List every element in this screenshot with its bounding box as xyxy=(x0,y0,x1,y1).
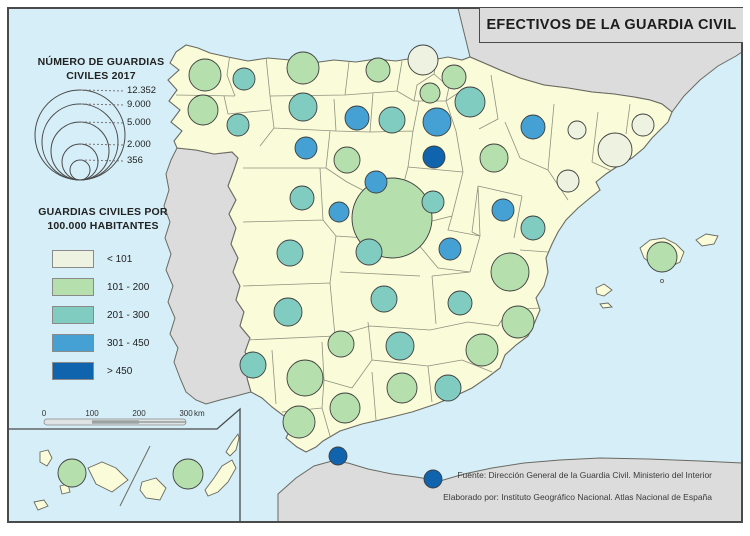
symbol-granada xyxy=(387,373,417,403)
symbol-castellon xyxy=(521,216,545,240)
color-swatch-c4 xyxy=(52,334,94,352)
color-class-label: > 450 xyxy=(107,365,133,377)
symbol-soria xyxy=(423,146,445,168)
symbol-ceuta xyxy=(329,447,347,465)
color-swatch-c3 xyxy=(52,306,94,324)
size-legend-title: NÚMERO DE GUARDIAS CIVILES 2017 xyxy=(37,56,165,82)
symbol-alicante xyxy=(502,306,534,338)
symbol-pontevedra xyxy=(188,95,218,125)
title-box xyxy=(479,8,743,43)
color-class-label: < 101 xyxy=(107,253,133,265)
symbol-toledo xyxy=(356,239,382,265)
symbol-segovia xyxy=(365,171,387,193)
symbol-navarra xyxy=(455,87,485,117)
symbol-zamora xyxy=(295,137,317,159)
source-line: Fuente: Dirección General de la Guardia Civil. Ministerio del Interior xyxy=(457,470,712,480)
symbol-malaga xyxy=(330,393,360,423)
africa-landmass xyxy=(278,458,742,522)
symbol-vizcaya xyxy=(408,45,438,75)
symbol-santa-cruz-de-tenerife xyxy=(58,459,86,487)
symbol-lleida xyxy=(568,121,586,139)
symbol-burgos xyxy=(379,107,405,133)
symbol-melilla xyxy=(424,470,442,488)
page-title: EFECTIVOS DE LA GUARDIA CIVIL xyxy=(486,17,737,33)
size-legend-value: 2.000 xyxy=(127,139,151,150)
symbol-a-coruna xyxy=(189,59,221,91)
symbol-cadiz xyxy=(283,406,315,438)
symbol-palencia xyxy=(345,106,369,130)
symbol-illes-balears xyxy=(647,242,677,272)
symbol-murcia xyxy=(466,334,498,366)
symbol-cantabria xyxy=(366,58,390,82)
scale-tick-200: 200 xyxy=(132,409,146,418)
symbol-sevilla xyxy=(287,360,323,396)
symbol-leon xyxy=(289,93,317,121)
symbol-barcelona xyxy=(598,133,632,167)
symbol-la-rioja xyxy=(423,108,451,136)
symbol-alava xyxy=(420,83,440,103)
credit-line: Elaborado por: Instituto Geográfico Nacional. Atlas Nacional de España xyxy=(443,492,712,502)
color-class-label: 301 - 450 xyxy=(107,337,150,349)
symbol-las-palmas xyxy=(173,459,203,489)
symbol-guadalajara xyxy=(422,191,444,213)
scale-tick-100: 100 xyxy=(85,409,99,418)
symbol-huelva xyxy=(240,352,266,378)
symbol-lugo xyxy=(233,68,255,90)
color-class-label: 101 - 200 xyxy=(107,281,150,293)
symbol-zaragoza xyxy=(480,144,508,172)
size-legend-value: 9.000 xyxy=(127,99,151,110)
symbol-ourense xyxy=(227,114,249,136)
symbol-jaen xyxy=(386,332,414,360)
color-legend-row xyxy=(52,306,149,324)
scale-tick-0: 0 xyxy=(41,409,47,418)
symbol-ciudad-real xyxy=(371,286,397,312)
size-legend-value: 5.000 xyxy=(127,117,151,128)
symbol-caceres xyxy=(277,240,303,266)
color-swatch-c1 xyxy=(52,250,94,268)
symbol-teruel xyxy=(492,199,514,221)
symbol-badajoz xyxy=(274,298,302,326)
symbol-salamanca xyxy=(290,186,314,210)
color-legend-row xyxy=(52,334,149,352)
symbol-asturias xyxy=(287,52,319,84)
color-swatch-c5 xyxy=(52,362,94,380)
symbol-cuenca xyxy=(439,238,461,260)
symbol-albacete xyxy=(448,291,472,315)
color-legend-row xyxy=(52,250,149,268)
color-legend-row xyxy=(52,278,149,296)
color-legend xyxy=(52,250,149,390)
symbol-huesca xyxy=(521,115,545,139)
symbol-cordoba xyxy=(328,331,354,357)
symbol-valencia xyxy=(491,253,529,291)
symbol-avila xyxy=(329,202,349,222)
symbol-girona xyxy=(632,114,654,136)
scale-tick-300: 300 xyxy=(179,409,193,418)
size-legend-value: 356 xyxy=(127,155,143,166)
symbol-tarragona xyxy=(557,170,579,192)
color-class-label: 201 - 300 xyxy=(107,309,150,321)
scale-unit-label: km xyxy=(194,409,205,418)
color-legend-row xyxy=(52,362,149,380)
symbol-almeria xyxy=(435,375,461,401)
color-swatch-c2 xyxy=(52,278,94,296)
symbol-valladolid xyxy=(334,147,360,173)
scale-bar xyxy=(44,419,186,425)
symbol-gipuzkoa xyxy=(442,65,466,89)
size-legend-value: 12.352 xyxy=(127,85,157,96)
color-legend-title: GUARDIAS CIVILES POR 100.000 HABITANTES xyxy=(38,206,168,232)
